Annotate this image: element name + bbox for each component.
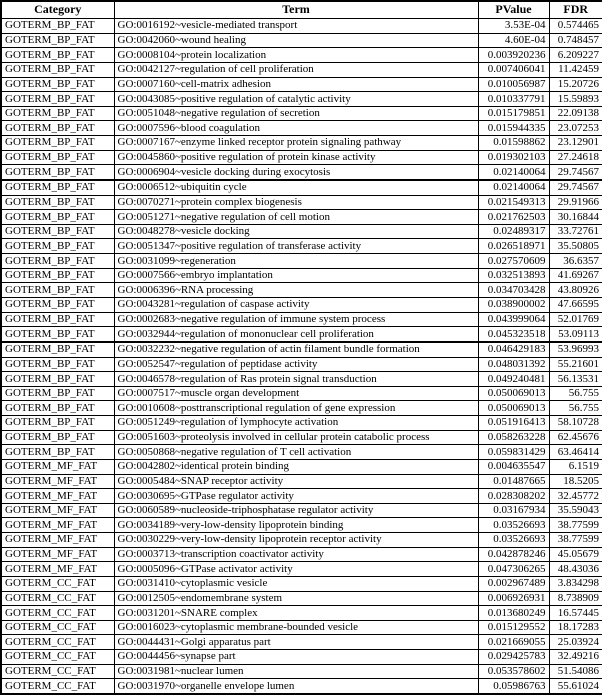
- cell-term: GO:0007566~embryo implantation: [114, 268, 478, 283]
- cell-pvalue: 0.019302103: [478, 150, 549, 165]
- cell-category: GOTERM_CC_FAT: [1, 679, 114, 694]
- cell-pvalue: 0.058263228: [478, 430, 549, 445]
- cell-pvalue: 0.042878246: [478, 547, 549, 562]
- table-row: [1, 239, 602, 254]
- table-row: [1, 650, 602, 665]
- cell-fdr: 23.07253: [549, 121, 602, 136]
- cell-pvalue: 0.027570609: [478, 254, 549, 269]
- cell-term: GO:0008104~protein localization: [114, 48, 478, 63]
- cell-fdr: 63.46414: [549, 445, 602, 460]
- table-row: [1, 606, 602, 621]
- cell-category: GOTERM_BP_FAT: [1, 342, 114, 357]
- table-row: [1, 620, 602, 635]
- cell-pvalue: 0.02140064: [478, 165, 549, 180]
- cell-term: GO:0051249~regulation of lymphocyte activation: [114, 416, 478, 431]
- cell-term: GO:0046578~regulation of Ras protein signal transduction: [114, 372, 478, 387]
- cell-category: GOTERM_CC_FAT: [1, 606, 114, 621]
- cell-pvalue: 0.007406041: [478, 62, 549, 77]
- cell-pvalue: 0.02489317: [478, 224, 549, 239]
- table-row: [1, 386, 602, 401]
- cell-fdr: 43.80926: [549, 283, 602, 298]
- cell-pvalue: 0.045323518: [478, 327, 549, 342]
- cell-term: GO:0031981~nuclear lumen: [114, 664, 478, 679]
- cell-fdr: 22.09138: [549, 106, 602, 121]
- cell-fdr: 47.66595: [549, 297, 602, 312]
- cell-category: GOTERM_BP_FAT: [1, 150, 114, 165]
- cell-fdr: 38.77599: [549, 518, 602, 533]
- table-body: [1, 19, 602, 695]
- cell-category: GOTERM_CC_FAT: [1, 576, 114, 591]
- cell-category: GOTERM_BP_FAT: [1, 297, 114, 312]
- cell-fdr: 55.21601: [549, 357, 602, 372]
- column-header-category: Category: [1, 1, 114, 19]
- cell-pvalue: 0.010337791: [478, 92, 549, 107]
- cell-pvalue: 0.03526693: [478, 518, 549, 533]
- table-row: [1, 416, 602, 431]
- cell-pvalue: 0.006926931: [478, 591, 549, 606]
- cell-pvalue: 0.015944335: [478, 121, 549, 136]
- column-header-term: Term: [114, 1, 478, 19]
- cell-category: GOTERM_BP_FAT: [1, 430, 114, 445]
- cell-category: GOTERM_BP_FAT: [1, 92, 114, 107]
- cell-pvalue: 0.002967489: [478, 576, 549, 591]
- cell-pvalue: 0.003920236: [478, 48, 549, 63]
- cell-category: GOTERM_MF_FAT: [1, 474, 114, 489]
- cell-fdr: 35.50805: [549, 239, 602, 254]
- table-row: [1, 503, 602, 518]
- cell-term: GO:0031099~regeneration: [114, 254, 478, 269]
- cell-fdr: 58.10728: [549, 416, 602, 431]
- cell-fdr: 53.96993: [549, 342, 602, 357]
- table-row: [1, 195, 602, 210]
- cell-fdr: 62.45676: [549, 430, 602, 445]
- cell-fdr: 29.91966: [549, 195, 602, 210]
- table-row: [1, 430, 602, 445]
- cell-category: GOTERM_MF_FAT: [1, 547, 114, 562]
- cell-pvalue: 0.026518971: [478, 239, 549, 254]
- cell-fdr: 41.69267: [549, 268, 602, 283]
- table-row: [1, 312, 602, 327]
- table-row: [1, 547, 602, 562]
- cell-pvalue: 0.050069013: [478, 386, 549, 401]
- cell-fdr: 53.09113: [549, 327, 602, 342]
- cell-pvalue: 0.05986763: [478, 679, 549, 694]
- cell-term: GO:0007160~cell-matrix adhesion: [114, 77, 478, 92]
- table-row: [1, 474, 602, 489]
- cell-pvalue: 0.043999064: [478, 312, 549, 327]
- cell-category: GOTERM_BP_FAT: [1, 312, 114, 327]
- cell-term: GO:0030229~very-low-density lipoprotein receptor activity: [114, 533, 478, 548]
- cell-category: GOTERM_CC_FAT: [1, 591, 114, 606]
- cell-fdr: 33.72761: [549, 224, 602, 239]
- cell-pvalue: 0.038900002: [478, 297, 549, 312]
- cell-fdr: 32.45772: [549, 489, 602, 504]
- cell-pvalue: 0.02140064: [478, 180, 549, 195]
- cell-fdr: 8.738909: [549, 591, 602, 606]
- cell-term: GO:0016192~vesicle-mediated transport: [114, 19, 478, 34]
- cell-fdr: 29.74567: [549, 180, 602, 195]
- table-row: [1, 445, 602, 460]
- cell-fdr: 15.20726: [549, 77, 602, 92]
- cell-category: GOTERM_MF_FAT: [1, 533, 114, 548]
- table-row: [1, 136, 602, 151]
- table-row: [1, 679, 602, 694]
- cell-fdr: 6.1519: [549, 459, 602, 474]
- cell-term: GO:0012505~endomembrane system: [114, 591, 478, 606]
- column-header-pvalue: PValue: [478, 1, 549, 19]
- cell-term: GO:0016023~cytoplasmic membrane-bounded vesicle: [114, 620, 478, 635]
- cell-term: GO:0060589~nucleoside-triphosphatase regulator activity: [114, 503, 478, 518]
- cell-category: GOTERM_BP_FAT: [1, 224, 114, 239]
- table-row: [1, 664, 602, 679]
- cell-category: GOTERM_BP_FAT: [1, 254, 114, 269]
- table-row: [1, 224, 602, 239]
- cell-pvalue: 0.049240481: [478, 372, 549, 387]
- table-row: [1, 254, 602, 269]
- table-row: [1, 342, 602, 357]
- cell-term: GO:0042127~regulation of cell proliferation: [114, 62, 478, 77]
- cell-pvalue: 0.046429183: [478, 342, 549, 357]
- cell-term: GO:0051347~positive regulation of transferase activity: [114, 239, 478, 254]
- cell-term: GO:0006512~ubiquitin cycle: [114, 180, 478, 195]
- cell-fdr: 16.57445: [549, 606, 602, 621]
- cell-fdr: 56.755: [549, 401, 602, 416]
- cell-pvalue: 0.015179851: [478, 106, 549, 121]
- cell-term: GO:0007167~enzyme linked receptor protein signaling pathway: [114, 136, 478, 151]
- cell-pvalue: 4.60E-04: [478, 33, 549, 48]
- cell-fdr: 18.5205: [549, 474, 602, 489]
- cell-fdr: 27.24618: [549, 150, 602, 165]
- cell-pvalue: 0.021669055: [478, 635, 549, 650]
- cell-term: GO:0032944~regulation of mononuclear cell proliferation: [114, 327, 478, 342]
- cell-term: GO:0005096~GTPase activator activity: [114, 562, 478, 577]
- table-header: [1, 1, 602, 19]
- cell-category: GOTERM_MF_FAT: [1, 459, 114, 474]
- cell-term: GO:0007517~muscle organ development: [114, 386, 478, 401]
- cell-term: GO:0006904~vesicle docking during exocytosis: [114, 165, 478, 180]
- table-row: [1, 92, 602, 107]
- cell-pvalue: 0.048031392: [478, 357, 549, 372]
- cell-pvalue: 0.03167934: [478, 503, 549, 518]
- cell-category: GOTERM_BP_FAT: [1, 268, 114, 283]
- cell-category: GOTERM_BP_FAT: [1, 77, 114, 92]
- cell-term: GO:0002683~negative regulation of immune system process: [114, 312, 478, 327]
- cell-fdr: 45.05679: [549, 547, 602, 562]
- cell-category: GOTERM_BP_FAT: [1, 106, 114, 121]
- table-row: [1, 180, 602, 195]
- cell-pvalue: 0.015129552: [478, 620, 549, 635]
- table-row: [1, 121, 602, 136]
- cell-fdr: 25.03924: [549, 635, 602, 650]
- column-header-fdr: FDR: [549, 1, 602, 19]
- cell-term: GO:0031201~SNARE complex: [114, 606, 478, 621]
- cell-category: GOTERM_MF_FAT: [1, 503, 114, 518]
- cell-term: GO:0030695~GTPase regulator activity: [114, 489, 478, 504]
- cell-category: GOTERM_BP_FAT: [1, 121, 114, 136]
- table-row: [1, 77, 602, 92]
- cell-category: GOTERM_MF_FAT: [1, 518, 114, 533]
- cell-fdr: 32.49216: [549, 650, 602, 665]
- table-row: [1, 372, 602, 387]
- cell-fdr: 52.01769: [549, 312, 602, 327]
- cell-category: GOTERM_MF_FAT: [1, 562, 114, 577]
- cell-category: GOTERM_BP_FAT: [1, 33, 114, 48]
- table-row: [1, 268, 602, 283]
- table-row: [1, 297, 602, 312]
- cell-term: GO:0043281~regulation of caspase activity: [114, 297, 478, 312]
- table-row: [1, 459, 602, 474]
- cell-fdr: 29.74567: [549, 165, 602, 180]
- cell-pvalue: 0.059831429: [478, 445, 549, 460]
- table-row: [1, 357, 602, 372]
- cell-fdr: 0.574465: [549, 19, 602, 34]
- cell-term: GO:0031410~cytoplasmic vesicle: [114, 576, 478, 591]
- cell-term: GO:0048278~vesicle docking: [114, 224, 478, 239]
- cell-category: GOTERM_CC_FAT: [1, 664, 114, 679]
- cell-category: GOTERM_BP_FAT: [1, 386, 114, 401]
- cell-pvalue: 0.03526693: [478, 533, 549, 548]
- cell-pvalue: 0.034703428: [478, 283, 549, 298]
- cell-term: GO:0042060~wound healing: [114, 33, 478, 48]
- table-row: [1, 591, 602, 606]
- cell-term: GO:0052547~regulation of peptidase activity: [114, 357, 478, 372]
- table-row: [1, 48, 602, 63]
- table-row: [1, 283, 602, 298]
- cell-category: GOTERM_BP_FAT: [1, 445, 114, 460]
- cell-pvalue: 0.010056987: [478, 77, 549, 92]
- cell-term: GO:0051603~proteolysis involved in cellular protein catabolic process: [114, 430, 478, 445]
- cell-category: GOTERM_BP_FAT: [1, 416, 114, 431]
- cell-pvalue: 0.028308202: [478, 489, 549, 504]
- cell-pvalue: 0.032513893: [478, 268, 549, 283]
- table-row: [1, 210, 602, 225]
- cell-fdr: 56.755: [549, 386, 602, 401]
- header-row: [1, 1, 602, 19]
- cell-category: GOTERM_BP_FAT: [1, 239, 114, 254]
- cell-fdr: 6.209227: [549, 48, 602, 63]
- cell-category: GOTERM_BP_FAT: [1, 62, 114, 77]
- cell-pvalue: 0.050069013: [478, 401, 549, 416]
- cell-term: GO:0032232~negative regulation of actin filament bundle formation: [114, 342, 478, 357]
- cell-category: GOTERM_BP_FAT: [1, 19, 114, 34]
- cell-pvalue: 0.029425783: [478, 650, 549, 665]
- table-row: [1, 327, 602, 342]
- cell-category: GOTERM_BP_FAT: [1, 165, 114, 180]
- cell-term: GO:0051271~negative regulation of cell motion: [114, 210, 478, 225]
- cell-fdr: 23.12901: [549, 136, 602, 151]
- table-row: [1, 62, 602, 77]
- table-row: [1, 401, 602, 416]
- cell-term: GO:0044431~Golgi apparatus part: [114, 635, 478, 650]
- cell-term: GO:0045860~positive regulation of protein kinase activity: [114, 150, 478, 165]
- table-row: [1, 489, 602, 504]
- cell-fdr: 3.834298: [549, 576, 602, 591]
- cell-term: GO:0010608~posttranscriptional regulation of gene expression: [114, 401, 478, 416]
- cell-fdr: 15.59893: [549, 92, 602, 107]
- cell-pvalue: 0.004635547: [478, 459, 549, 474]
- cell-pvalue: 3.53E-04: [478, 19, 549, 34]
- cell-fdr: 55.61024: [549, 679, 602, 694]
- cell-term: GO:0031970~organelle envelope lumen: [114, 679, 478, 694]
- cell-category: GOTERM_BP_FAT: [1, 372, 114, 387]
- cell-category: GOTERM_BP_FAT: [1, 357, 114, 372]
- cell-fdr: 35.59043: [549, 503, 602, 518]
- cell-fdr: 56.13531: [549, 372, 602, 387]
- cell-term: GO:0044456~synapse part: [114, 650, 478, 665]
- cell-category: GOTERM_BP_FAT: [1, 180, 114, 195]
- cell-pvalue: 0.01487665: [478, 474, 549, 489]
- cell-pvalue: 0.051916413: [478, 416, 549, 431]
- cell-category: GOTERM_CC_FAT: [1, 635, 114, 650]
- cell-pvalue: 0.047306265: [478, 562, 549, 577]
- table-row: [1, 150, 602, 165]
- cell-category: GOTERM_BP_FAT: [1, 401, 114, 416]
- cell-term: GO:0034189~very-low-density lipoprotein binding: [114, 518, 478, 533]
- cell-fdr: 18.17283: [549, 620, 602, 635]
- cell-category: GOTERM_MF_FAT: [1, 489, 114, 504]
- cell-fdr: 36.6357: [549, 254, 602, 269]
- cell-pvalue: 0.01598862: [478, 136, 549, 151]
- cell-term: GO:0006396~RNA processing: [114, 283, 478, 298]
- cell-fdr: 11.42459: [549, 62, 602, 77]
- table-row: [1, 19, 602, 34]
- cell-fdr: 51.54086: [549, 664, 602, 679]
- cell-term: GO:0050868~negative regulation of T cell activation: [114, 445, 478, 460]
- table-row: [1, 518, 602, 533]
- cell-category: GOTERM_BP_FAT: [1, 210, 114, 225]
- cell-term: GO:0043085~positive regulation of catalytic activity: [114, 92, 478, 107]
- cell-fdr: 30.16844: [549, 210, 602, 225]
- table-row: [1, 165, 602, 180]
- table-row: [1, 533, 602, 548]
- cell-pvalue: 0.053578602: [478, 664, 549, 679]
- cell-category: GOTERM_BP_FAT: [1, 283, 114, 298]
- cell-term: GO:0003713~transcription coactivator activity: [114, 547, 478, 562]
- table-row: [1, 635, 602, 650]
- cell-category: GOTERM_CC_FAT: [1, 620, 114, 635]
- cell-fdr: 0.748457: [549, 33, 602, 48]
- cell-term: GO:0007596~blood coagulation: [114, 121, 478, 136]
- cell-category: GOTERM_CC_FAT: [1, 650, 114, 665]
- cell-category: GOTERM_BP_FAT: [1, 195, 114, 210]
- cell-pvalue: 0.013680249: [478, 606, 549, 621]
- table-row: [1, 106, 602, 121]
- cell-pvalue: 0.021762503: [478, 210, 549, 225]
- cell-term: GO:0070271~protein complex biogenesis: [114, 195, 478, 210]
- cell-category: GOTERM_BP_FAT: [1, 48, 114, 63]
- cell-category: GOTERM_BP_FAT: [1, 327, 114, 342]
- table-row: [1, 562, 602, 577]
- table-row: [1, 576, 602, 591]
- table-row: [1, 33, 602, 48]
- cell-pvalue: 0.021549313: [478, 195, 549, 210]
- cell-fdr: 48.43036: [549, 562, 602, 577]
- cell-term: GO:0051048~negative regulation of secretion: [114, 106, 478, 121]
- cell-category: GOTERM_BP_FAT: [1, 136, 114, 151]
- cell-term: GO:0042802~identical protein binding: [114, 459, 478, 474]
- cell-fdr: 38.77599: [549, 533, 602, 548]
- cell-term: GO:0005484~SNAP receptor activity: [114, 474, 478, 489]
